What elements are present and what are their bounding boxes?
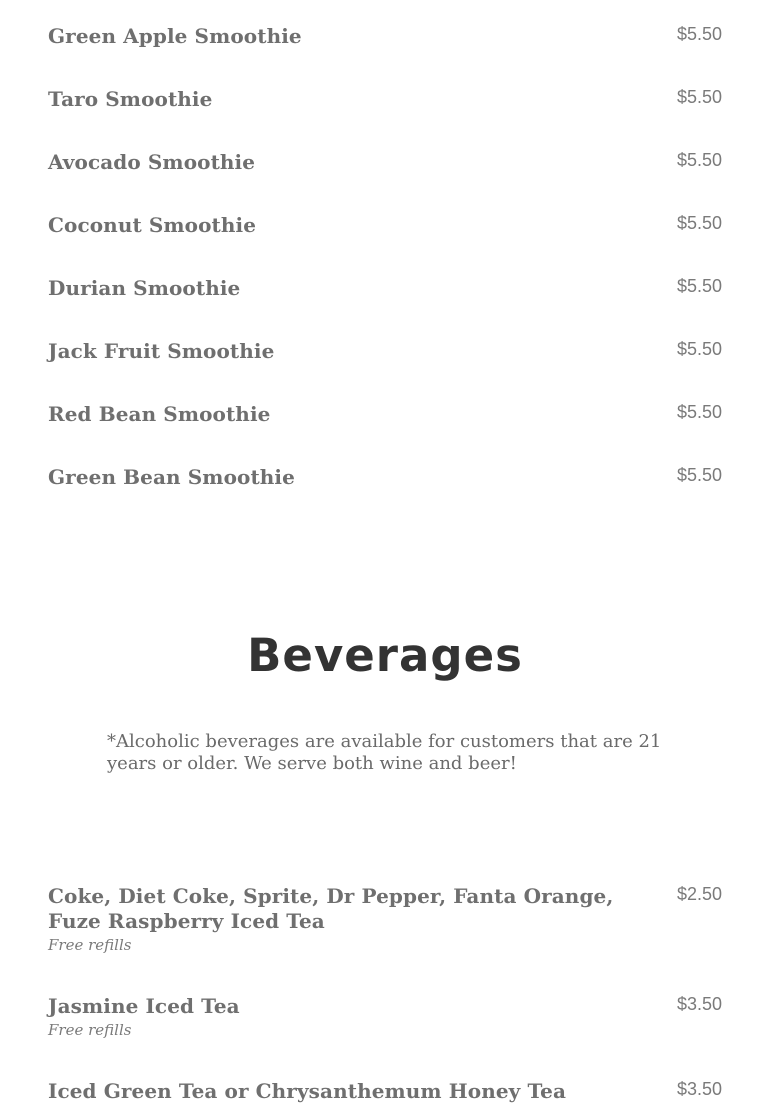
item-price: $2.50 xyxy=(676,884,722,904)
item-name: Green Apple Smoothie xyxy=(48,24,302,48)
item-name: Green Bean Smoothie xyxy=(48,465,295,489)
item-name: Avocado Smoothie xyxy=(48,150,256,174)
item-name: Jack Fruit Smoothie xyxy=(48,339,275,363)
item-price: $5.50 xyxy=(676,276,722,296)
item-price: $5.50 xyxy=(676,339,722,359)
item-price: $5.50 xyxy=(676,402,722,422)
item-price: $3.50 xyxy=(676,1079,722,1099)
item-price: $5.50 xyxy=(676,465,722,485)
item-price: $5.50 xyxy=(676,150,722,170)
item-note: Free refills xyxy=(48,1021,132,1039)
section-title: Beverages xyxy=(247,629,523,682)
item-price: $5.50 xyxy=(676,24,722,44)
item-name: Durian Smoothie xyxy=(48,276,241,300)
item-name: Coconut Smoothie xyxy=(48,213,257,237)
section-note: *Alcoholic beverages are available for customers that are 21 years or older. We serve both wine and beer! xyxy=(107,731,662,774)
item-name: Red Bean Smoothie xyxy=(48,402,271,426)
item-name: Iced Green Tea or Chrysanthemum Honey Tea xyxy=(48,1079,567,1103)
item-name: Jasmine Iced Tea xyxy=(48,994,240,1018)
item-note: Free refills xyxy=(48,936,132,954)
item-name: Coke, Diet Coke, Sprite, Dr Pepper, Fanta Orange, Fuze Raspberry Iced Tea xyxy=(48,884,614,933)
item-price: $5.50 xyxy=(676,87,722,107)
item-price: $3.50 xyxy=(676,994,722,1014)
item-name: Taro Smoothie xyxy=(48,87,213,111)
item-price: $5.50 xyxy=(676,213,722,233)
